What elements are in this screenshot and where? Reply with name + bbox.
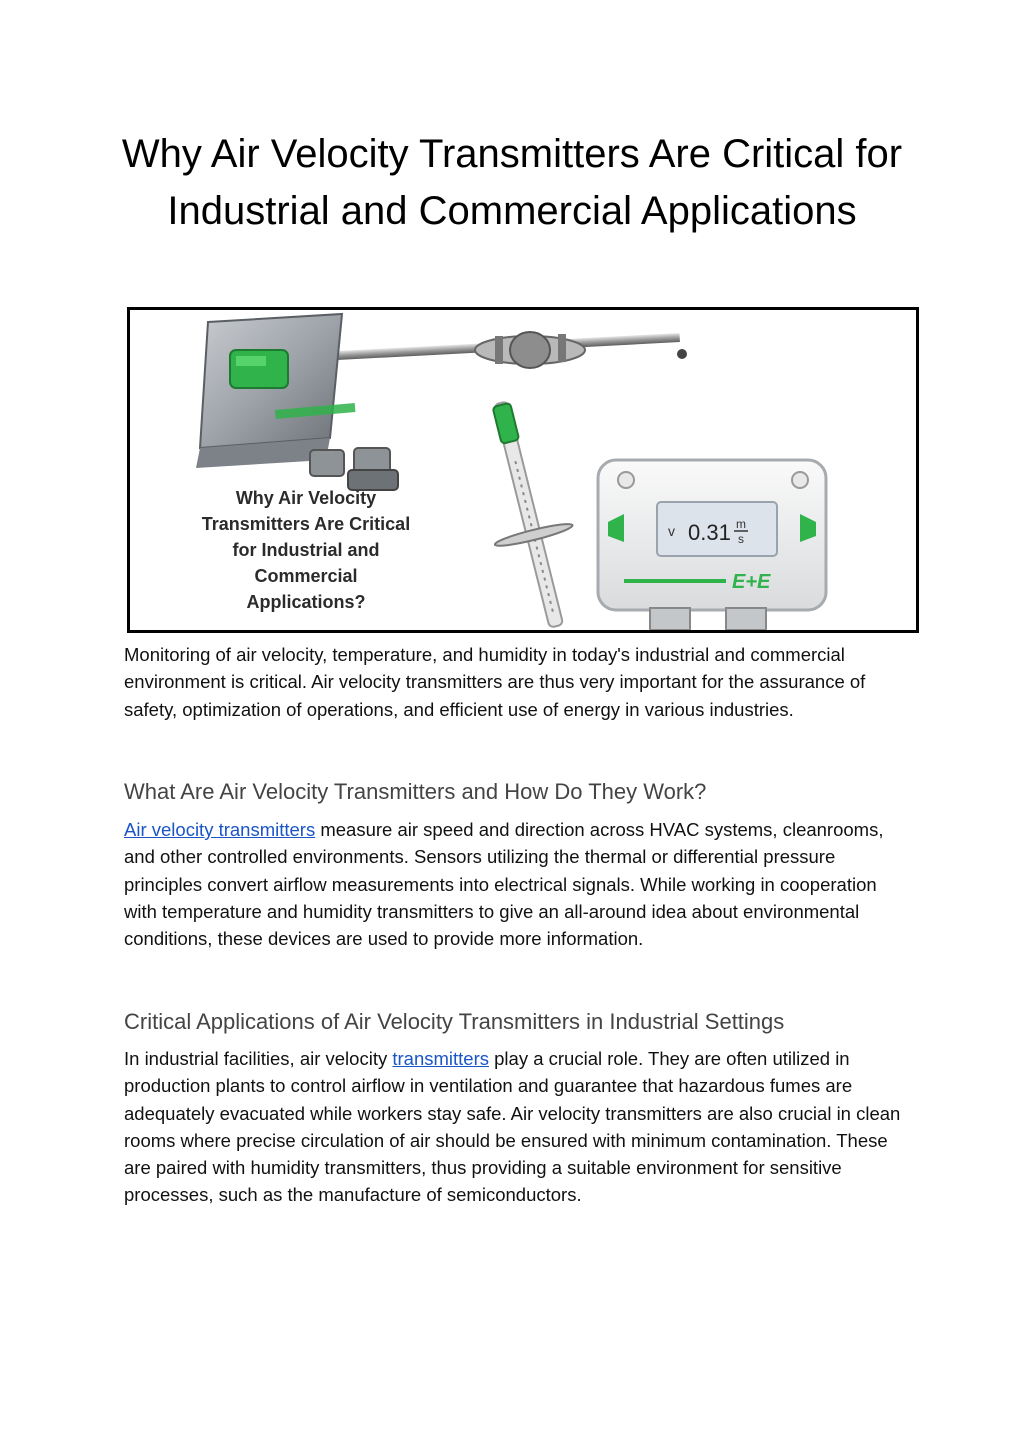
page-title: Why Air Velocity Transmitters Are Critical for Industrial and Commercial Applications (121, 132, 903, 233)
air-velocity-transmitters-link[interactable]: Air velocity transmitters (124, 819, 316, 840)
overlay-text (202, 488, 410, 612)
lcd-value: 0.31 (688, 520, 731, 545)
overlay-line-4: Commercial (254, 566, 358, 586)
lcd-v-label: v (668, 523, 675, 539)
lcd-unit-top: m (736, 517, 746, 531)
section-2-body-before: In industrial facilities, air velocity (124, 1048, 393, 1069)
section-2-heading: Critical Applications of Air Velocity Transmitters in Industrial Settings (124, 1009, 785, 1034)
section-1-body: measure air speed and direction across HVAC systems, cleanrooms, and other controlled environments. Sensors utilizing the thermal or differential pressure principles convert airflow measurements into electrical signals. While working in cooperation with temperature and humidity transmitters to give an all-around idea about environmental conditions, these devices are used to provide more information. (124, 819, 884, 950)
brand-logo: E+E (732, 571, 771, 593)
rod-probe-sensor (462, 393, 595, 630)
transmitters-link[interactable]: transmitters (392, 1048, 489, 1069)
lcd-unit-bottom: s (738, 532, 744, 546)
green-display-window (230, 350, 288, 388)
section-1-paragraph (124, 816, 914, 952)
intro-paragraph: Monitoring of air velocity, temperature, and humidity in today's industrial and commercial environment is critical. Air velocity transmitters are thus very important for the assurance of safety, optimization of operations, and efficient use of energy in various industries. (124, 644, 866, 720)
transmitters-illustration (130, 310, 916, 630)
overlay-line-1: Why Air Velocity (235, 488, 377, 508)
section-2-paragraph (124, 1045, 914, 1209)
section-2-body-after: play a crucial role. They are often utilized in production plants to control airflow in ventilation and guarantee that hazardous fumes are adequately evacuated while workers stay safe. Air velocity transmitters are also crucial in clean rooms where precise circulation of air should be ensured with minimum contamination. These are paired with humidity transmitters, thus providing a suitable environment for sensitive processes, such as the manufacture of semiconductors. (124, 1048, 901, 1206)
overlay-line-5: Applications? (246, 592, 366, 612)
overlay-line-3: for Industrial and (232, 540, 380, 560)
section-1-heading: What Are Air Velocity Transmitters and How Do They Work? (124, 779, 707, 804)
hero-image (127, 307, 919, 633)
overlay-line-2: Transmitters Are Critical (201, 514, 411, 534)
